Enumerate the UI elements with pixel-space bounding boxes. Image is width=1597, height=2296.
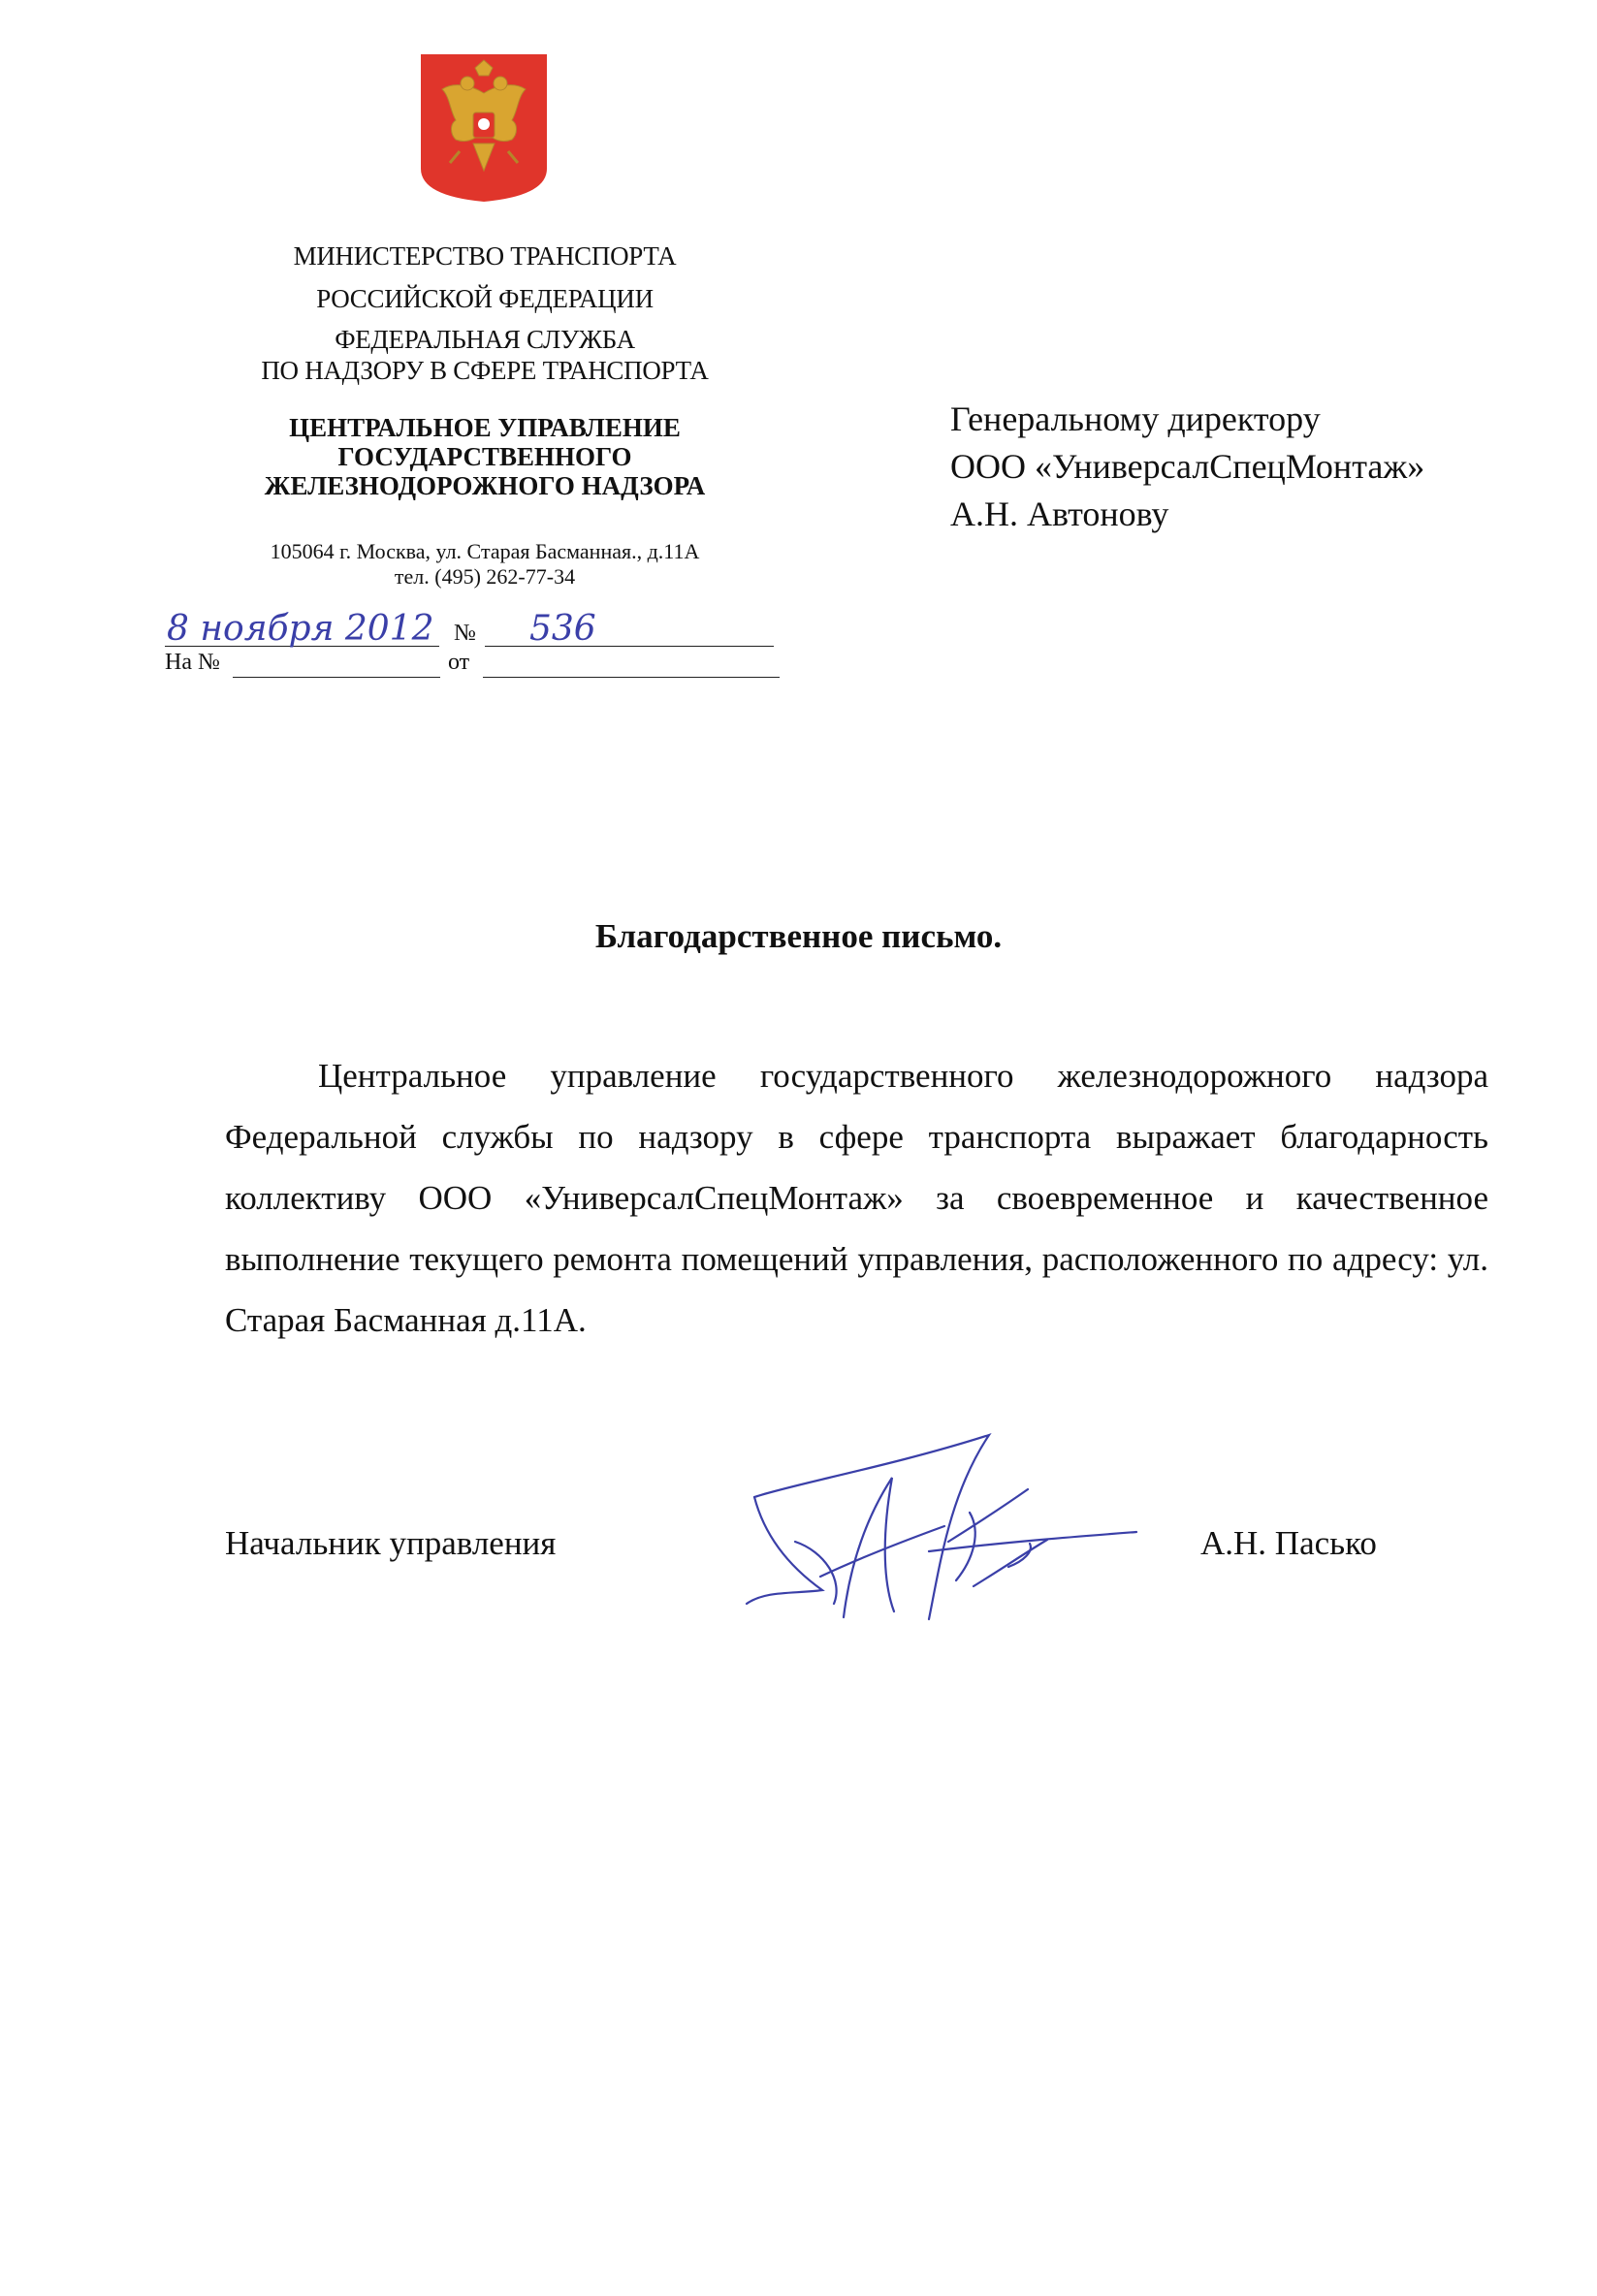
addressee-line3: А.Н. Автонову (950, 494, 1169, 533)
signatory-name: А.Н. Пасько (1200, 1524, 1377, 1562)
ministry-name-line1: МИНИСТЕРСТВО ТРАНСПОРТА (293, 241, 677, 271)
letter-title: Благодарственное письмо. (594, 917, 1003, 955)
ministry-header (194, 239, 776, 590)
ministry-name-line2: РОССИЙСКОЙ ФЕДЕРАЦИИ (316, 284, 654, 313)
directorate-name-line1: ЦЕНТРАЛЬНОЕ УПРАВЛЕНИЕ (289, 413, 681, 442)
reply-label: На № (165, 650, 220, 675)
addressee-block (950, 396, 1424, 538)
number-label: № (454, 621, 476, 646)
service-name-line2: ПО НАДЗОРУ В СФЕРЕ ТРАНСПОРТА (261, 356, 709, 385)
letter-body (225, 1045, 1488, 1351)
addressee-line2: ООО «УниверсалСпецМонтаж» (950, 447, 1425, 486)
directorate-name-line2: ГОСУДАРСТВЕННОГО (337, 442, 632, 471)
registration-block (165, 609, 785, 686)
contact-info (194, 539, 776, 590)
signatory-role: Начальник управления (225, 1524, 557, 1562)
phone-text: тел. (495) 262-77-34 (394, 564, 576, 589)
reply-underline (233, 677, 440, 678)
address-text: 105064 г. Москва, ул. Старая Басманная., д.11А (270, 539, 700, 563)
number-underline (485, 646, 774, 647)
coat-of-arms-emblem (421, 54, 547, 202)
service-name-line1: ФЕДЕРАЛЬНАЯ СЛУЖБА (335, 325, 635, 354)
directorate-name (194, 413, 776, 500)
handwritten-number: 536 (529, 609, 596, 649)
from-label: от (448, 650, 470, 675)
addressee-line1: Генеральному директору (950, 399, 1321, 438)
handwritten-signature (737, 1396, 1144, 1629)
directorate-name-line3: ЖЕЛЕЗНОДОРОЖНОГО НАДЗОРА (264, 471, 706, 500)
from-underline (483, 677, 780, 678)
letter-body-paragraph: Центральное управление государственного железнодорожного надзора Федеральной службы по надзору в сфере транспорта выражает благодарность коллективу ООО «УниверсалСпецМонтаж» за своевременное и качественное выполнение текущего ремонта помещений управления, расположенного по адресу: ул. Старая Басманная д.11А. (225, 1057, 1488, 1339)
handwritten-date: 8 ноября 2012 (167, 609, 434, 649)
